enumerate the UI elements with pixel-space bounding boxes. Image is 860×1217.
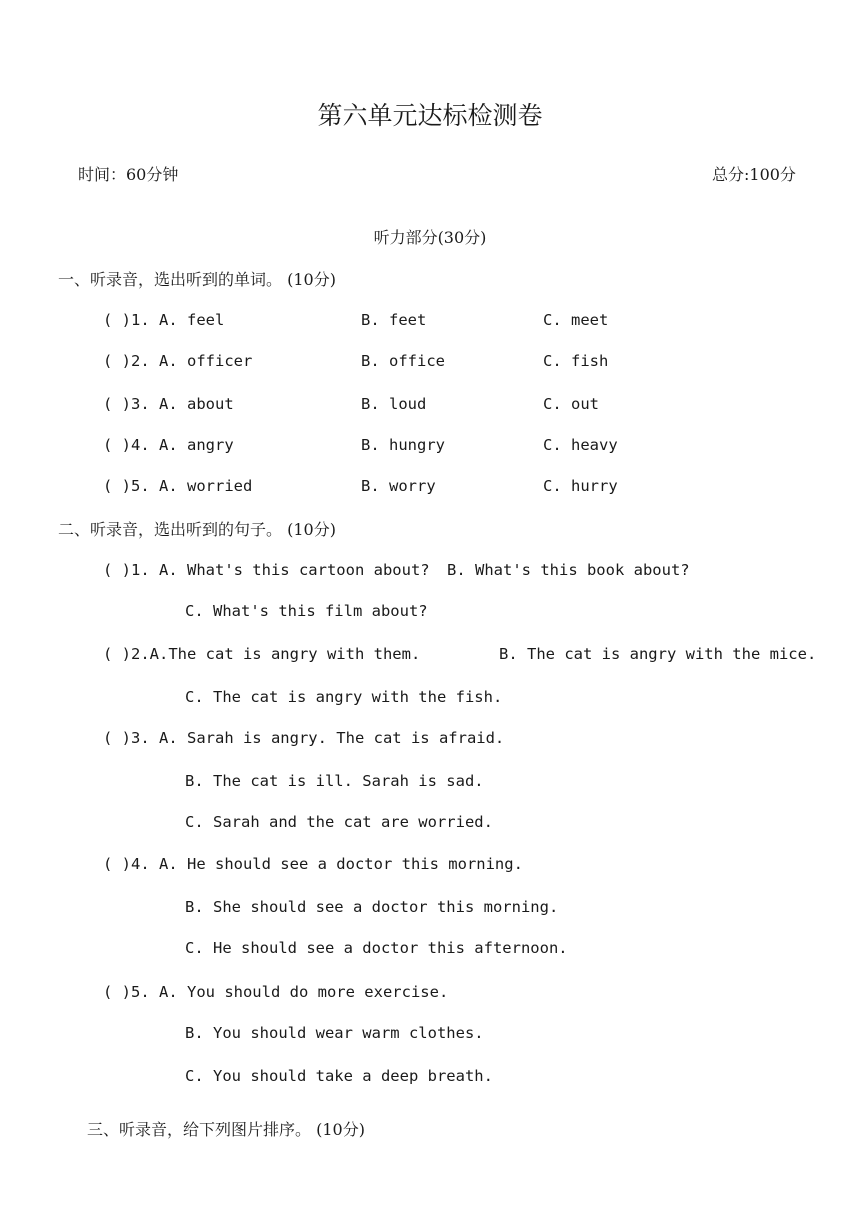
s2-q3-option-b: B. The cat is ill. Sarah is sad. [185, 772, 484, 790]
s2-q3-option-c: C. Sarah and the cat are worried. [185, 813, 493, 831]
s2-q4-option-b: B. She should see a doctor this morning. [185, 898, 559, 916]
exam-time: 时间：60分钟 [78, 165, 179, 184]
s1-q4-option-c: C. heavy [543, 436, 618, 454]
s2-q3-option-a: ( )3. A. Sarah is angry. The cat is afraid. [103, 729, 505, 747]
s1-q3-option-a: ( )3. A. about [103, 395, 234, 413]
s2-q5-option-a: ( )5. A. You should do more exercise. [103, 983, 449, 1001]
s2-q5-option-b: B. You should wear warm clothes. [185, 1024, 484, 1042]
s2-q2-option-c: C. The cat is angry with the fish. [185, 688, 503, 706]
s1-q2-option-a: ( )2. A. officer [103, 352, 253, 370]
part-title: 听力部分(30分) [373, 228, 487, 247]
s2-q1-option-b: B. What's this book about? [447, 561, 690, 579]
s1-q4-option-a: ( )4. A. angry [103, 436, 234, 454]
s1-q1-option-a: ( )1. A. feel [103, 311, 225, 329]
total-score: 总分:100分 [712, 165, 796, 184]
s2-q2-option-b: B. The cat is angry with the mice. [499, 645, 817, 663]
s1-q3-option-c: C. out [543, 395, 599, 413]
s2-q4-option-a: ( )4. A. He should see a doctor this morning. [103, 855, 523, 873]
s1-q5-option-b: B. worry [361, 477, 436, 495]
s2-q2-option-a: ( )2.A.The cat is angry with them. [103, 645, 421, 663]
s1-q3-option-b: B. loud [361, 395, 427, 413]
s1-q2-option-b: B. office [361, 352, 445, 370]
page-title: 第六单元达标检测卷 [317, 101, 543, 130]
s2-q1-option-c: C. What's this film about? [185, 602, 428, 620]
s2-q5-option-c: C. You should take a deep breath. [185, 1067, 493, 1085]
section2-heading: 二、听录音，选出听到的句子。 (10分) [58, 520, 336, 539]
s1-q1-option-b: B. feet [361, 311, 427, 329]
s1-q4-option-b: B. hungry [361, 436, 445, 454]
s1-q5-option-c: C. hurry [543, 477, 618, 495]
s1-q5-option-a: ( )5. A. worried [103, 477, 253, 495]
section1-heading: 一、听录音，选出听到的单词。 (10分) [58, 270, 336, 289]
s2-q4-option-c: C. He should see a doctor this afternoon. [185, 939, 568, 957]
s2-q1-option-a: ( )1. A. What's this cartoon about? [103, 561, 430, 579]
s1-q2-option-c: C. fish [543, 352, 609, 370]
section3-heading: 三、听录音，给下列图片排序。 (10分) [87, 1120, 365, 1139]
s1-q1-option-c: C. meet [543, 311, 609, 329]
